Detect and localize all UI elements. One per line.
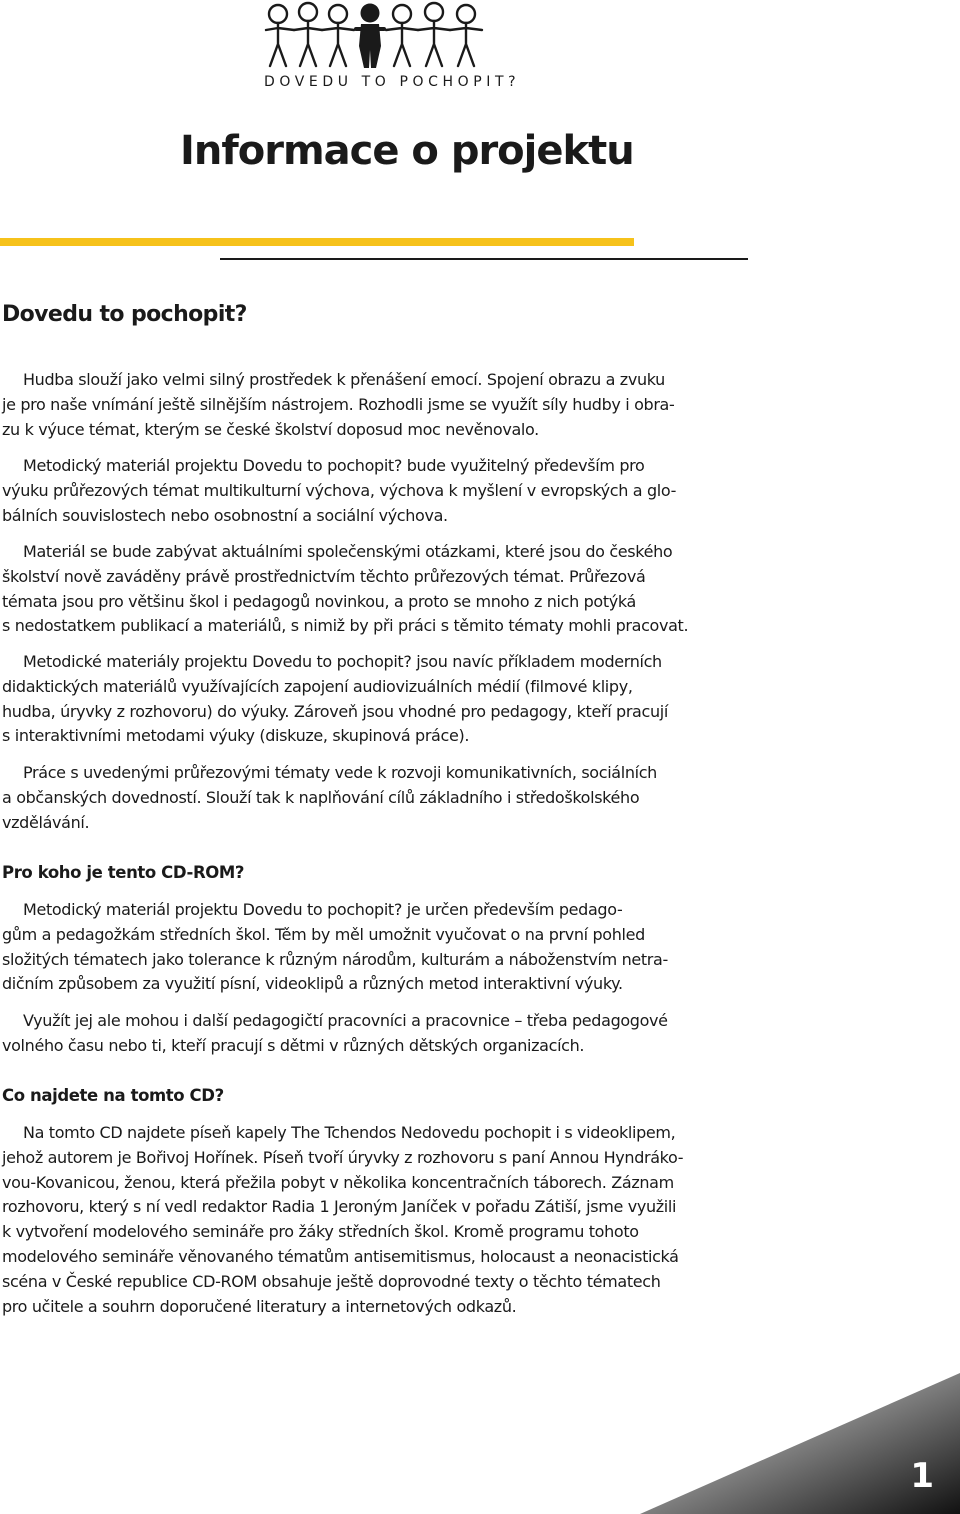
- text-line: s nedostatkem publikací a materiálů, s nimiž by při práci s těmito tématy mohli pracovat.: [2, 616, 689, 636]
- text-line: je pro naše vnímání ještě silnějším nástrojem. Rozhodli jsme se využít síly hudby i obra-: [2, 394, 675, 414]
- section-heading-co-najdete: Co najdete na tomto CD?: [2, 1086, 224, 1105]
- logo: [262, 0, 521, 96]
- text-line: a občanských dovedností. Slouží tak k naplňování cílů základního i středoškolského: [2, 787, 640, 807]
- black-divider: [220, 258, 748, 260]
- text-line: Metodický materiál projektu Dovedu to pochopit? bude využitelný především pro: [23, 456, 645, 475]
- paragraph-8: [2, 1121, 762, 1319]
- text-line: gům a pedagožkám středních škol. Těm by měl umožnit vyučovat o na první pohled: [2, 924, 645, 944]
- text-line: Hudba slouží jako velmi silný prostředek k přenášení emocí. Spojení obrazu a zvuku: [23, 370, 665, 389]
- text-line: vou-Kovanicou, ženou, která přežila pobyt v několika koncentračních táborech. Záznam: [2, 1172, 674, 1192]
- text-line: pro učitele a souhrn doporučené literatury a internetových odkazů.: [2, 1296, 517, 1316]
- text-line: školství nově zaváděny právě prostřednictvím těchto průřezových témat. Průřezová: [2, 566, 646, 586]
- text-line: Materiál se bude zabývat aktuálními společenskými otázkami, které jsou do českého: [23, 542, 673, 561]
- paragraph-3: [2, 540, 762, 639]
- text-line: k vytvoření modelového semináře pro žáky středních škol. Kromě programu tohoto: [2, 1222, 639, 1242]
- yellow-divider: [0, 238, 634, 246]
- text-line: jehož autorem je Bořivoj Hořínek. Píseň tvoří úryvky z rozhovoru s paní Annou Hyndráko-: [2, 1147, 684, 1167]
- text-line: volného času nebo ti, kteří pracují s dětmi v různých dětských organizacích.: [2, 1035, 585, 1055]
- paragraph-6: [2, 898, 762, 997]
- page-number-corner: [0, 1373, 960, 1514]
- paragraph-2: [2, 454, 762, 528]
- corner-gradient: [0, 1373, 960, 1514]
- text-line: Na tomto CD najdete píseň kapely The Tchendos Nedovedu pochopit i s videoklipem,: [23, 1123, 676, 1142]
- text-line: modelového semináře věnovaného tématům antisemitismus, holocaust a neonacistická: [2, 1246, 679, 1266]
- page-title: Informace o projektu: [180, 128, 634, 174]
- text-line: Práce s uvedenými průřezovými tématy vede k rozvoji komunikativních, sociálních: [23, 763, 657, 782]
- text-line: Metodický materiál projektu Dovedu to pochopit? je určen především pedago-: [23, 900, 623, 919]
- section-heading-pro-koho: Pro koho je tento CD-ROM?: [2, 863, 245, 882]
- logo-text: DOVEDU TO POCHOPIT?: [264, 74, 521, 90]
- text-line: didaktických materiálů využívajících zapojení audiovizuálních médií (filmové klipy,: [2, 676, 633, 696]
- text-line: zu k výuce témat, kterým se české školství doposud moc nevěnovalo.: [2, 419, 539, 439]
- text-line: rozhovoru, který s ní vedl redaktor Radia 1 Jeroným Janíček v pořadu Zátiší, jsme využili: [2, 1197, 677, 1217]
- section-heading-dovedu: Dovedu to pochopit?: [2, 302, 247, 327]
- text-line: Metodické materiály projektu Dovedu to pochopit? jsou navíc příkladem moderních: [23, 652, 662, 671]
- text-line: bálních souvislostech nebo osobnostní a sociální výchova.: [2, 505, 448, 525]
- text-line: vzdělávání.: [2, 812, 90, 832]
- paragraph-4: [2, 650, 762, 749]
- paragraph-1: [2, 368, 762, 442]
- people-chain-icon: [262, 0, 488, 72]
- text-line: témata jsou pro většinu škol i pedagogů novinkou, a proto se mnoho z nich potýká: [2, 591, 636, 611]
- text-line: dičním způsobem za využití písní, videoklipů a různých metod interaktivní výuky.: [2, 974, 623, 994]
- text-line: Využít jej ale mohou i další pedagogičtí pracovníci a pracovnice – třeba pedagogové: [23, 1011, 668, 1030]
- page-number: 1: [910, 1456, 934, 1496]
- text-line: výuku průřezových témat multikulturní výchova, výchova k myšlení v evropských a glo-: [2, 480, 677, 500]
- paragraph-7: [2, 1009, 762, 1059]
- text-line: hudba, úryvky z rozhovoru) do výuky. Zároveň jsou vhodné pro pedagogy, kteří pracují: [2, 701, 668, 721]
- text-line: s interaktivními metodami výuky (diskuze, skupinová práce).: [2, 726, 470, 746]
- text-line: scéna v České republice CD-ROM obsahuje ještě doprovodné texty o těchto tématech: [2, 1271, 661, 1291]
- text-line: složitých tématech jako tolerance k různým národům, kulturám a náboženstvím netra-: [2, 949, 668, 969]
- paragraph-5: [2, 761, 762, 835]
